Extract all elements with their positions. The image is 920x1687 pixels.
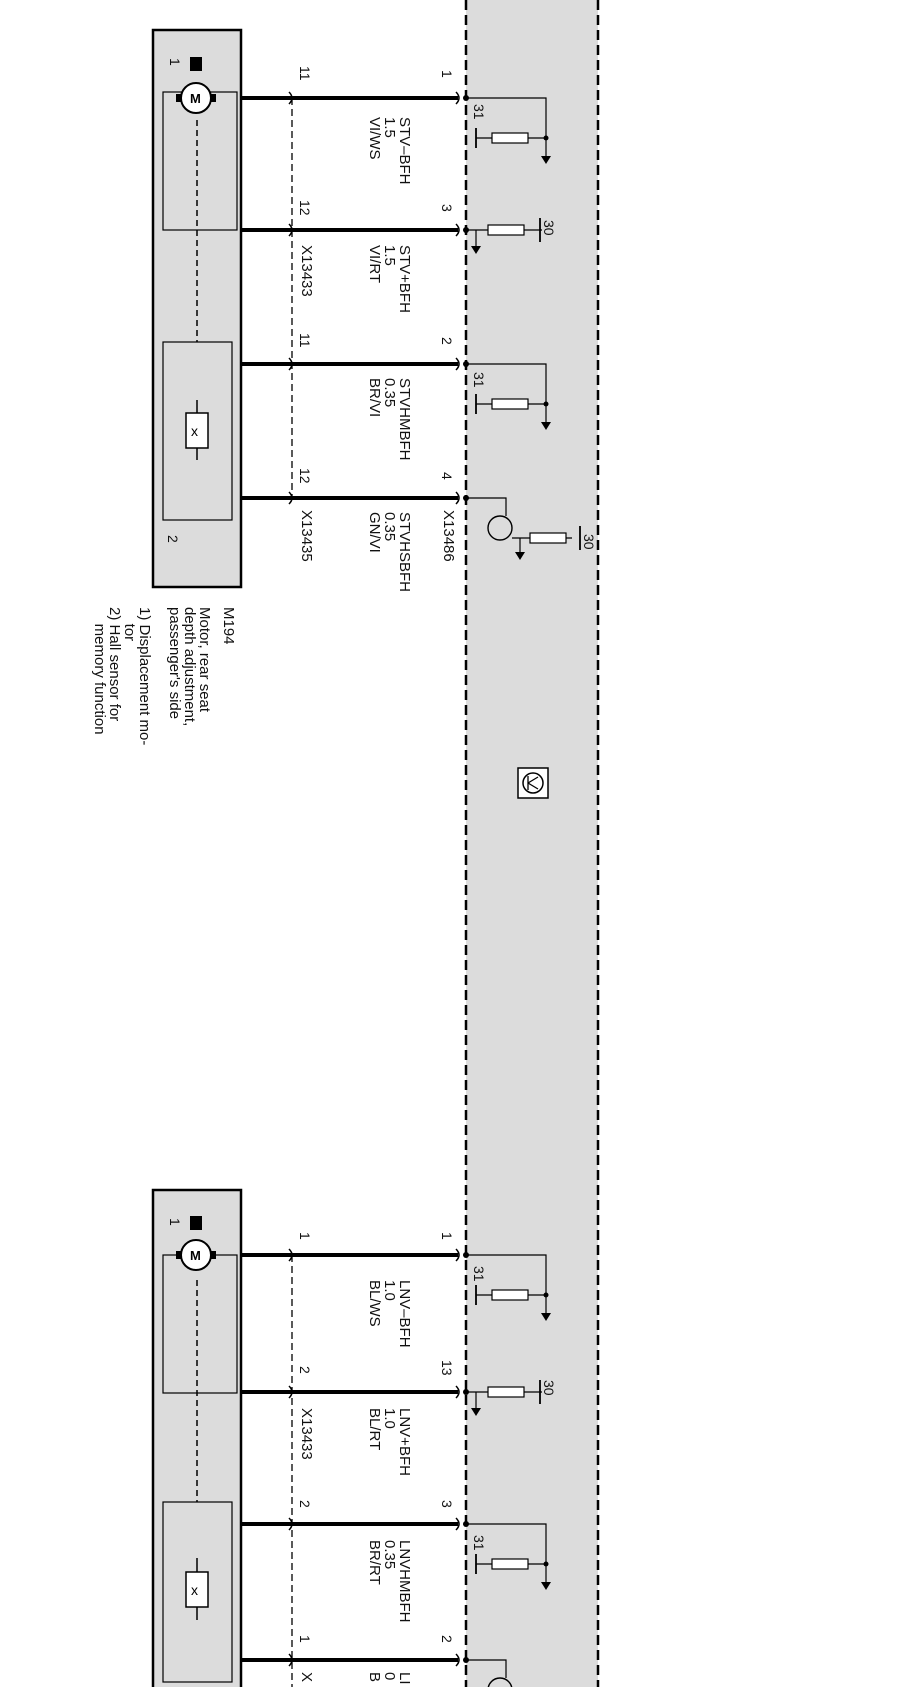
pin-motor: 11 [297, 333, 313, 348]
component-desc-line-5: tor [121, 607, 138, 642]
wire-color: VI/RT [366, 245, 383, 284]
connector-label-x13486: X13486 [440, 510, 457, 562]
terminal-31-label: 31 [471, 372, 487, 388]
pin-motor: 1 [297, 1635, 313, 1643]
resistor [492, 399, 528, 409]
connector-label-x13435: X13435 [298, 510, 315, 562]
connector-label-bottom-cut: X [298, 1672, 315, 1683]
wire-color: BR/RT [366, 1540, 383, 1585]
pin-motor: 2 [297, 1500, 313, 1508]
connector-label-x13433: X13433 [298, 245, 315, 297]
wire-color: VI/WS [366, 117, 383, 160]
pin-ecu: 4 [439, 472, 455, 480]
wire-color: BL/RT [366, 1408, 383, 1451]
wire-color: B [366, 1672, 383, 1683]
junction [544, 136, 549, 141]
wire-gauge: 0.35 [381, 378, 398, 408]
resistor [488, 225, 524, 235]
wire-name: LNV+BFH [396, 1408, 413, 1476]
wire-name: STVHMBFH [396, 378, 413, 461]
terminal-31-label: 31 [471, 104, 487, 120]
junction [544, 1562, 549, 1567]
motor-sub-label-1: 1 [167, 58, 183, 66]
wire-name: STVHSBFH [396, 512, 413, 593]
svg-text:M: M [190, 91, 201, 106]
component-desc-line-7: memory function [91, 607, 108, 735]
terminal-31-label: 31 [471, 1535, 487, 1551]
component-ref-top: M194 [220, 607, 237, 645]
pin-ecu: 2 [439, 337, 455, 345]
wire-gauge: 0.35 [381, 512, 398, 542]
hall-sub-label-2: 2 [165, 535, 181, 543]
terminal-30-label: 30 [581, 534, 597, 550]
wire-gauge: 0.35 [381, 1540, 398, 1570]
pin-ecu: 13 [439, 1360, 455, 1376]
motor-sub-label-1-bottom: 1 [167, 1218, 183, 1226]
component-desc-line-1: Motor, rear seat [196, 607, 213, 713]
resistor [530, 533, 566, 543]
wire-gauge: 1.0 [381, 1408, 398, 1429]
terminal-31-label: 31 [471, 1266, 487, 1282]
pin-ecu: 3 [439, 1500, 455, 1508]
junction [544, 1293, 549, 1298]
component-desc-line-6: 2) Hall sensor for [106, 607, 123, 722]
control-unit-area [466, 0, 598, 1687]
pin-motor: 12 [297, 468, 313, 484]
junction [544, 402, 549, 407]
svg-text:x: x [191, 423, 198, 439]
component-desc-line-4: 1) Displacement mo- [136, 607, 153, 746]
control-unit-icon [518, 768, 548, 798]
wire-gauge: 1.0 [381, 1280, 398, 1301]
terminal-30-label: 30 [541, 1380, 557, 1396]
svg-text:M: M [190, 1248, 201, 1263]
resistor [488, 1387, 524, 1397]
wire-color: GN/VI [366, 512, 383, 553]
pin-ecu: 1 [439, 70, 455, 78]
terminal-30-label: 30 [541, 220, 557, 236]
pin-ecu: 1 [439, 1232, 455, 1240]
wire-name: STV–BFH [396, 117, 413, 185]
pin-ecu: 2 [439, 1635, 455, 1643]
connector-label-bottom: X13433 [298, 1408, 315, 1460]
svg-text:x: x [191, 1582, 198, 1598]
wire-gauge: 1.5 [381, 117, 398, 138]
wire-name: LI [396, 1672, 413, 1685]
component-desc-line-3: passenger's side [166, 607, 183, 720]
pin-ecu: 3 [439, 204, 455, 212]
pin-motor: 11 [297, 66, 313, 81]
wire-color: BL/WS [366, 1280, 383, 1327]
pin-motor: 12 [297, 200, 313, 216]
wire-name: LNV–BFH [396, 1280, 413, 1348]
pin-motor: 1 [297, 1232, 313, 1240]
wire-name: LNVHMBFH [396, 1540, 413, 1623]
pin-motor: 2 [297, 1366, 313, 1374]
resistor [492, 133, 528, 143]
wire-gauge: 1.5 [381, 245, 398, 266]
wire-name: STV+BFH [396, 245, 413, 313]
component-desc-line-2: depth adjustment, [181, 607, 198, 727]
resistor [492, 1559, 528, 1569]
wire-color: BR/VI [366, 378, 383, 418]
wire-gauge: 0 [381, 1672, 398, 1681]
resistor [492, 1290, 528, 1300]
